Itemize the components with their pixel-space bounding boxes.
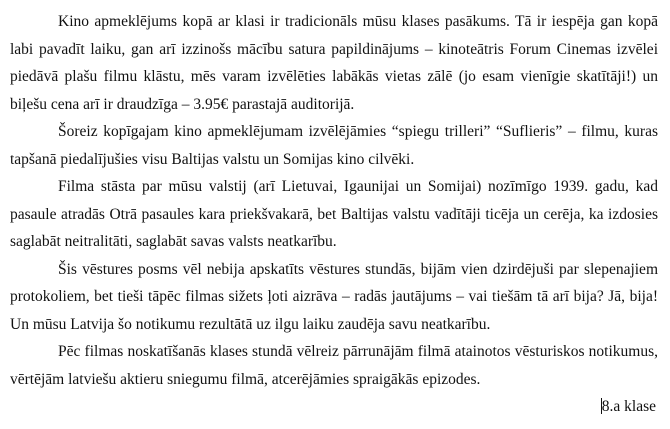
signature-text: 8.a klase [601, 398, 656, 415]
signature-line[interactable] [10, 393, 658, 421]
document-body [10, 8, 658, 421]
paragraph-4[interactable]: Šis vēstures posms vēl nebija apskatīts vēstures stundās, bijām vien dzirdējuši par slepenajiem protokoliem, bet tieši tāpēc filmas sižets ļoti aizrāva – radās jautājums – vai tiešām tā arī bija? Jā, bija! Un mūsu Latvija šo notikumu rezultātā uz ilgu laiku zaudēja savu neatkarību. [10, 260, 658, 333]
paragraph-5[interactable]: Pēc filmas noskatīšanās klases stundā vēlreiz pārrunājām filmā atainotos vēsturiskos notikumus, vērtējām latviešu aktieru sniegumu filmā, atcerējāmies spraigākās epizodes. [10, 343, 658, 388]
paragraph-3[interactable]: Filma stāsta par mūsu valstij (arī Lietuvai, Igaunijai un Somijai) nozīmīgo 1939. gadu, kad pasaule atradās Otrā pasaules kara priekšvakarā, bet Baltijas valstu vadītāji ticēja un cerēja, ka izdosies saglabāt neitralitāti, saglabāt savas valsts neatkarību. [10, 178, 658, 250]
paragraph-1[interactable]: Kino apmeklējums kopā ar klasi ir tradicionāls mūsu klases pasākums. Tā ir iespēja gan kopā labi pavadīt laiku, gan arī izzinošs mācību satura papildinājums – kinoteātris Forum Cinemas izvēlei piedāvā plašu filmu klāstu, mēs varam izvēlēties labākās vietas zālē (jo esam vienīgie skatītāji!) un biļešu cena arī ir draudzīga – 3.95€ parastajā auditorijā. [10, 13, 658, 113]
paragraph-2[interactable]: Šoreiz kopīgajam kino apmeklējumam izvēlējāmies “spiegu trilleri” “Suflieris” – filmu, kuras tapšanā piedalījušies visu Baltijas valstu un Somijas kino cilvēki. [10, 123, 658, 168]
